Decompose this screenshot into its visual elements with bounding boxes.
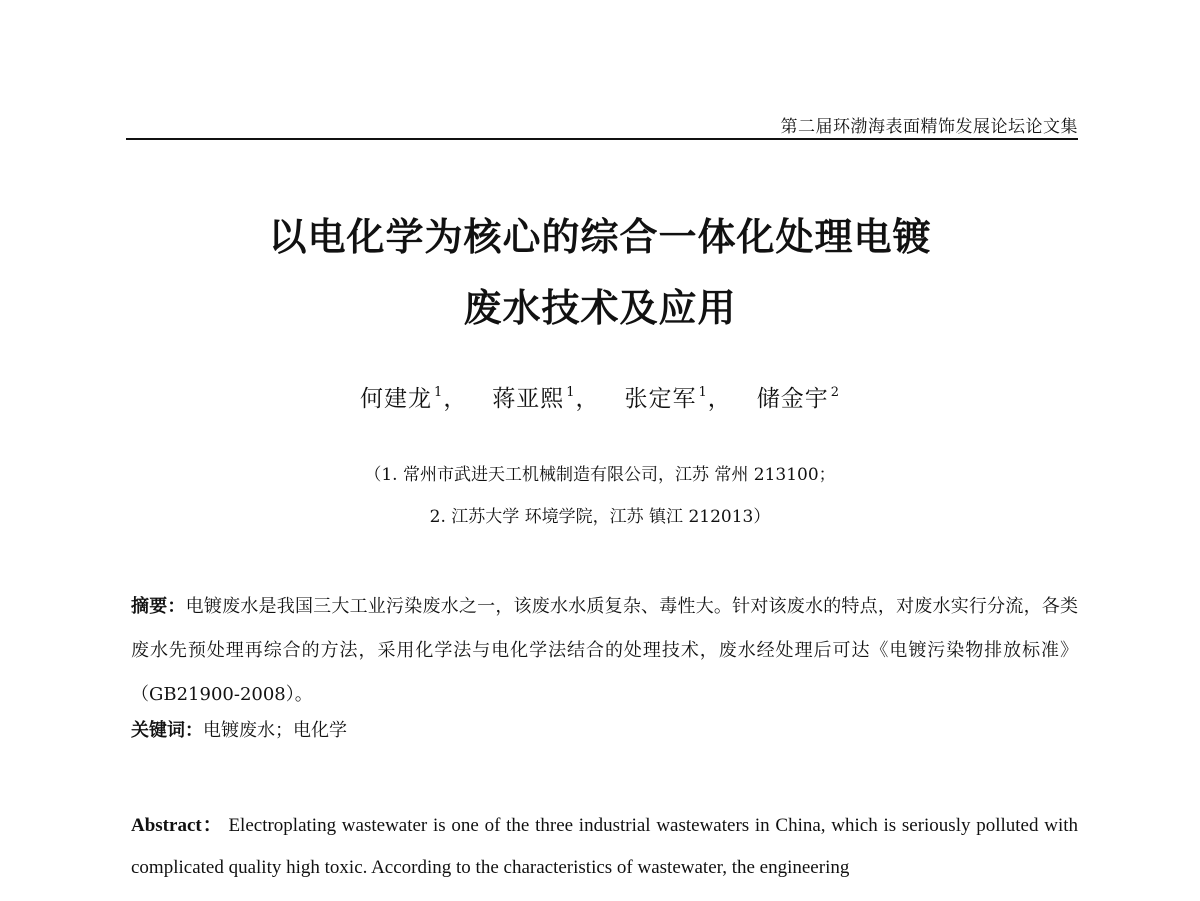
abstract-cn-text: 电镀废水是我国三大工业污染废水之一，该废水水质复杂、毒性大。针对该废水的特点，对废水实行分流，各类废水先预处理再综合的方法，采用化学法与电化学法结合的处理技术，废水经处理后可达《电镀污染物排放标准》（GB21900-2008）。	[131, 596, 1079, 705]
author-name: 张定军	[624, 386, 697, 412]
author-affil-mark: 1	[698, 385, 708, 400]
author-name: 蒋亚熙	[492, 386, 565, 412]
keywords	[131, 716, 1078, 746]
affiliation-line-2: 2. 江苏大学 环境学院，江苏 镇江 212013）	[429, 507, 771, 527]
author-name: 储金宇	[756, 386, 829, 412]
author-affil-mark: 1	[566, 385, 576, 400]
author-affil-mark: 2	[830, 385, 840, 400]
author-list: 何建龙 $^1$， 蒋亚熙 $^1$， 张定军 $^1$， 储金宇 $^2$	[360, 385, 840, 412]
running-header: 第二届环渤海表面精饰发展论坛论文集	[780, 117, 1078, 137]
abstract-cn-label: 摘要：	[131, 596, 186, 617]
affiliation-line-1: （1. 常州市武进天工机械制造有限公司，江苏 常州 213100；	[364, 465, 836, 485]
abstract-english	[131, 805, 1078, 889]
abstract-chinese	[131, 585, 1078, 717]
abstract-en-text: Electroplating wastewater is one of the three industrial wastewaters in China, which is seriously polluted with complicated quality high toxic. According to the characteristics of wastewater, the engineering	[131, 815, 1079, 878]
keywords-text: 电镀废水；电化学	[203, 720, 347, 741]
keywords-label: 关键词：	[131, 720, 203, 741]
abstract-en-label: Abstract：	[131, 815, 223, 836]
author-name: 何建龙	[360, 386, 433, 412]
author-affil-mark: 1	[434, 385, 444, 400]
paper-title-line-2: 废水技术及应用	[463, 286, 737, 330]
header-rule	[126, 138, 1078, 140]
paper-title-line-1: 以电化学为核心的综合一体化处理电镀	[268, 215, 932, 259]
